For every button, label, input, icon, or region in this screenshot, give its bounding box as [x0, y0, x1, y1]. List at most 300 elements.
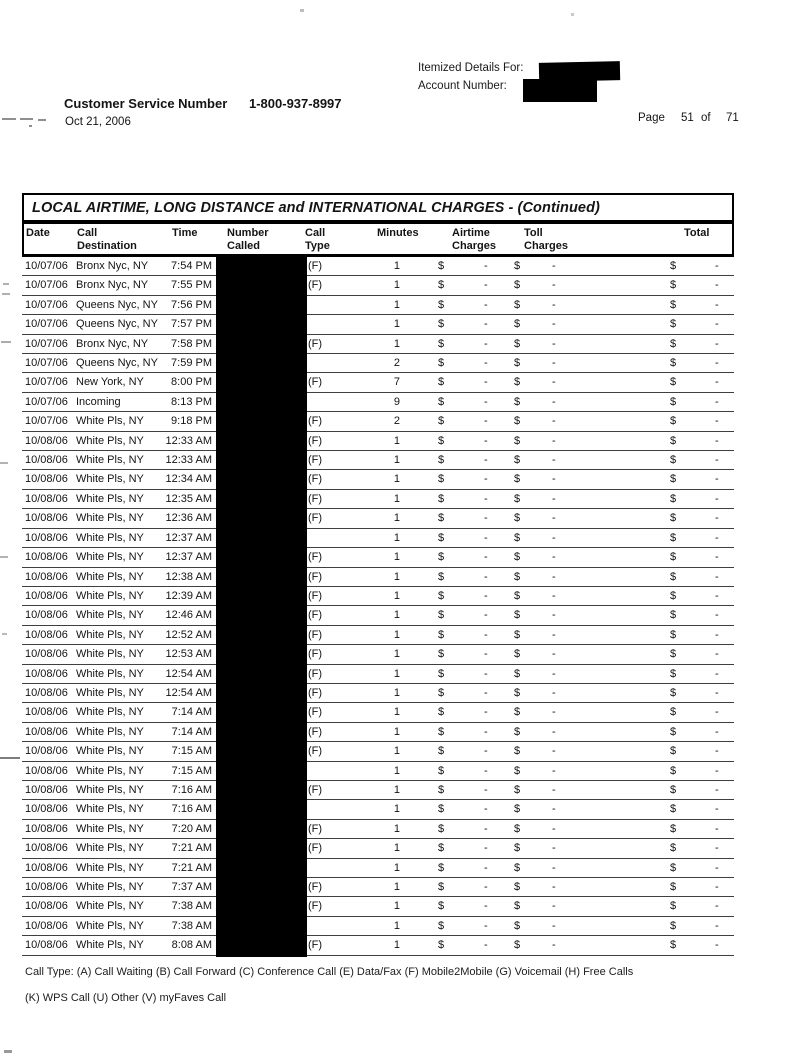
cell-minutes: 1	[393, 783, 400, 796]
cell-total-currency: $	[670, 512, 677, 525]
table-row	[22, 548, 734, 567]
cell-destination: White Pls, NY	[76, 570, 144, 583]
cell-total-amount: -	[715, 686, 719, 699]
cell-total-amount: -	[715, 298, 719, 311]
cell-total-amount: -	[715, 434, 719, 447]
cell-date: 10/07/06	[25, 415, 68, 428]
table-row	[22, 354, 734, 373]
cell-date: 10/08/06	[25, 473, 68, 486]
cell-airtime-currency: $	[438, 512, 445, 525]
cell-toll-amount: -	[552, 648, 556, 661]
cell-toll-amount: -	[552, 318, 556, 331]
cell-total-amount: -	[715, 376, 719, 389]
cell-airtime-currency: $	[438, 415, 445, 428]
cell-total-amount: -	[715, 609, 719, 622]
cell-minutes: 1	[393, 939, 400, 952]
cell-toll-amount: -	[552, 531, 556, 544]
cell-toll-currency: $	[514, 745, 521, 758]
cell-date: 10/07/06	[25, 260, 68, 272]
scan-artifact	[38, 119, 46, 121]
cell-time: 8:13 PM	[171, 395, 212, 408]
cell-airtime-amount: -	[484, 454, 488, 467]
cell-time: 12:35 AM	[165, 492, 212, 505]
cell-airtime-amount: -	[484, 648, 488, 661]
cell-date: 10/08/06	[25, 822, 68, 835]
cell-destination: White Pls, NY	[76, 706, 144, 719]
cell-airtime-amount: -	[484, 492, 488, 505]
cell-date: 10/08/06	[25, 725, 68, 738]
cell-airtime-amount: -	[484, 667, 488, 680]
cell-date: 10/07/06	[25, 298, 68, 311]
cell-date: 10/08/06	[25, 570, 68, 583]
cell-toll-currency: $	[514, 783, 521, 796]
cell-minutes: 1	[393, 298, 400, 311]
column-header-call-type: Call Type	[305, 226, 330, 252]
cell-total-amount: -	[715, 415, 719, 428]
cell-total-amount: -	[715, 260, 719, 272]
cell-call-type: (F)	[308, 337, 323, 350]
cell-time: 7:21 AM	[171, 861, 212, 874]
cell-toll-amount: -	[552, 473, 556, 486]
scan-artifact	[1, 341, 11, 343]
cell-toll-currency: $	[514, 434, 521, 447]
cell-minutes: 1	[393, 725, 400, 738]
cell-airtime-currency: $	[438, 628, 445, 641]
cell-airtime-currency: $	[438, 686, 445, 699]
cell-airtime-currency: $	[438, 570, 445, 583]
cell-destination: White Pls, NY	[76, 531, 144, 544]
cell-time: 7:54 PM	[171, 260, 212, 272]
cell-total-amount: -	[715, 318, 719, 331]
cell-airtime-amount: -	[484, 764, 488, 777]
cell-call-type: (F)	[308, 706, 323, 719]
cell-airtime-currency: $	[438, 260, 445, 272]
cell-airtime-currency: $	[438, 648, 445, 661]
cell-total-currency: $	[670, 415, 677, 428]
cell-call-type: (F)	[308, 900, 323, 913]
cell-date: 10/07/06	[25, 357, 68, 370]
cell-airtime-currency: $	[438, 667, 445, 680]
cell-total-currency: $	[670, 939, 677, 952]
cell-toll-amount: -	[552, 589, 556, 602]
cell-destination: Incoming	[76, 395, 121, 408]
cell-airtime-currency: $	[438, 745, 445, 758]
cell-airtime-currency: $	[438, 842, 445, 855]
cell-destination: White Pls, NY	[76, 939, 144, 952]
cell-airtime-amount: -	[484, 725, 488, 738]
cell-minutes: 1	[393, 531, 400, 544]
cell-toll-amount: -	[552, 919, 556, 932]
cell-toll-currency: $	[514, 822, 521, 835]
column-header-date: Date	[26, 226, 50, 239]
cell-total-currency: $	[670, 919, 677, 932]
scan-artifact	[29, 125, 32, 127]
cell-total-currency: $	[670, 822, 677, 835]
cell-destination: White Pls, NY	[76, 434, 144, 447]
cell-total-amount: -	[715, 357, 719, 370]
cell-time: 7:16 AM	[171, 803, 212, 816]
cell-minutes: 9	[393, 395, 400, 408]
cell-airtime-amount: -	[484, 531, 488, 544]
table-row	[22, 703, 734, 722]
cell-total-amount: -	[715, 764, 719, 777]
cell-airtime-amount: -	[484, 570, 488, 583]
cell-toll-currency: $	[514, 492, 521, 505]
column-header-airtime-charges: Airtime Charges	[452, 226, 497, 252]
cell-date: 10/08/06	[25, 531, 68, 544]
table-row	[22, 878, 734, 897]
cell-destination: White Pls, NY	[76, 803, 144, 816]
cell-date: 10/08/06	[25, 648, 68, 661]
cell-airtime-amount: -	[484, 434, 488, 447]
cell-call-type: (F)	[308, 454, 323, 467]
table-row	[22, 800, 734, 819]
cell-destination: White Pls, NY	[76, 900, 144, 913]
cell-minutes: 1	[393, 454, 400, 467]
cell-date: 10/07/06	[25, 395, 68, 408]
scan-artifact	[3, 283, 9, 285]
cell-total-currency: $	[670, 260, 677, 272]
cell-toll-currency: $	[514, 900, 521, 913]
cell-toll-currency: $	[514, 667, 521, 680]
cell-time: 7:15 AM	[171, 745, 212, 758]
cell-airtime-currency: $	[438, 454, 445, 467]
cell-airtime-amount: -	[484, 415, 488, 428]
cell-destination: White Pls, NY	[76, 512, 144, 525]
cell-time: 8:00 PM	[171, 376, 212, 389]
cell-call-type: (F)	[308, 512, 323, 525]
table-row	[22, 568, 734, 587]
cell-time: 12:39 AM	[165, 589, 212, 602]
cell-minutes: 7	[393, 376, 400, 389]
cell-total-currency: $	[670, 279, 677, 292]
cell-destination: White Pls, NY	[76, 881, 144, 893]
cell-total-currency: $	[670, 570, 677, 583]
cell-airtime-currency: $	[438, 337, 445, 350]
cell-toll-amount: -	[552, 628, 556, 641]
cell-call-type: (F)	[308, 822, 323, 835]
cell-date: 10/08/06	[25, 803, 68, 816]
cell-toll-currency: $	[514, 842, 521, 855]
cell-time: 7:38 AM	[171, 900, 212, 913]
table-row	[22, 470, 734, 489]
cell-minutes: 1	[393, 570, 400, 583]
cell-total-amount: -	[715, 881, 719, 893]
scan-artifact	[571, 13, 574, 16]
redaction-bar-number-called	[216, 257, 307, 957]
cell-time: 9:18 PM	[171, 415, 212, 428]
cell-toll-currency: $	[514, 337, 521, 350]
cell-date: 10/08/06	[25, 900, 68, 913]
cell-total-currency: $	[670, 881, 677, 893]
cell-toll-currency: $	[514, 298, 521, 311]
cell-toll-currency: $	[514, 589, 521, 602]
cell-destination: White Pls, NY	[76, 745, 144, 758]
cell-airtime-amount: -	[484, 512, 488, 525]
cell-call-type: (F)	[308, 376, 323, 389]
cell-time: 12:52 AM	[165, 628, 212, 641]
cell-toll-currency: $	[514, 706, 521, 719]
cell-minutes: 1	[393, 667, 400, 680]
table-row	[22, 509, 734, 528]
cell-toll-currency: $	[514, 725, 521, 738]
cell-minutes: 1	[393, 919, 400, 932]
cell-airtime-currency: $	[438, 783, 445, 796]
cell-minutes: 1	[393, 822, 400, 835]
scan-artifact	[2, 118, 16, 120]
cell-date: 10/08/06	[25, 609, 68, 622]
cell-minutes: 1	[393, 628, 400, 641]
cell-date: 10/08/06	[25, 628, 68, 641]
cell-time: 7:55 PM	[171, 279, 212, 292]
scan-artifact	[2, 633, 7, 635]
cell-airtime-currency: $	[438, 531, 445, 544]
cell-airtime-amount: -	[484, 822, 488, 835]
redaction-bar-account	[523, 79, 597, 102]
cell-date: 10/08/06	[25, 667, 68, 680]
cell-toll-amount: -	[552, 764, 556, 777]
cell-total-currency: $	[670, 803, 677, 816]
cell-call-type: (F)	[308, 434, 323, 447]
cell-airtime-amount: -	[484, 609, 488, 622]
cell-total-amount: -	[715, 279, 719, 292]
table-row	[22, 490, 734, 509]
cell-total-amount: -	[715, 512, 719, 525]
cell-airtime-currency: $	[438, 803, 445, 816]
cell-total-currency: $	[670, 589, 677, 602]
cell-destination: White Pls, NY	[76, 551, 144, 564]
account-number-label: Account Number:	[418, 80, 507, 92]
cell-date: 10/08/06	[25, 686, 68, 699]
cell-toll-currency: $	[514, 395, 521, 408]
scan-artifact	[0, 757, 20, 759]
page-current: 51	[681, 112, 694, 124]
cell-call-type: (F)	[308, 551, 323, 564]
cell-time: 7:37 AM	[171, 881, 212, 893]
cell-minutes: 1	[393, 337, 400, 350]
cell-total-currency: $	[670, 318, 677, 331]
cell-minutes: 1	[393, 842, 400, 855]
cell-toll-amount: -	[552, 686, 556, 699]
cell-toll-amount: -	[552, 570, 556, 583]
cell-toll-amount: -	[552, 881, 556, 893]
cell-total-amount: -	[715, 939, 719, 952]
table-row	[22, 762, 734, 781]
cell-minutes: 1	[393, 686, 400, 699]
cell-airtime-amount: -	[484, 298, 488, 311]
cell-time: 7:14 AM	[171, 725, 212, 738]
cell-airtime-currency: $	[438, 473, 445, 486]
scan-artifact	[20, 118, 33, 120]
cell-date: 10/08/06	[25, 861, 68, 874]
cell-destination: White Pls, NY	[76, 919, 144, 932]
table-row	[22, 315, 734, 334]
cell-date: 10/08/06	[25, 939, 68, 952]
cell-time: 12:54 AM	[165, 667, 212, 680]
cell-call-type: (F)	[308, 628, 323, 641]
scan-artifact	[300, 9, 304, 12]
cell-airtime-currency: $	[438, 725, 445, 738]
column-header-call-destination: Call Destination	[77, 226, 137, 252]
table-row	[22, 529, 734, 548]
cell-toll-amount: -	[552, 609, 556, 622]
cell-minutes: 1	[393, 512, 400, 525]
cell-time: 7:59 PM	[171, 357, 212, 370]
cell-airtime-currency: $	[438, 764, 445, 777]
cell-total-amount: -	[715, 745, 719, 758]
cell-destination: Queens Nyc, NY	[76, 298, 158, 311]
cell-time: 12:46 AM	[165, 609, 212, 622]
cell-toll-currency: $	[514, 939, 521, 952]
table-row	[22, 859, 734, 878]
cell-airtime-currency: $	[438, 919, 445, 932]
cell-toll-amount: -	[552, 745, 556, 758]
cell-total-currency: $	[670, 686, 677, 699]
cell-toll-currency: $	[514, 551, 521, 564]
cell-minutes: 1	[393, 706, 400, 719]
cell-time: 12:54 AM	[165, 686, 212, 699]
cell-airtime-currency: $	[438, 318, 445, 331]
cell-toll-amount: -	[552, 667, 556, 680]
cell-airtime-amount: -	[484, 357, 488, 370]
cell-minutes: 1	[393, 900, 400, 913]
cell-date: 10/07/06	[25, 318, 68, 331]
cell-airtime-currency: $	[438, 298, 445, 311]
cell-call-type: (F)	[308, 492, 323, 505]
cell-total-currency: $	[670, 551, 677, 564]
column-header-number-called: Number Called	[227, 226, 269, 252]
cell-total-amount: -	[715, 900, 719, 913]
cell-date: 10/08/06	[25, 745, 68, 758]
cell-airtime-currency: $	[438, 589, 445, 602]
cell-toll-currency: $	[514, 570, 521, 583]
cell-airtime-amount: -	[484, 745, 488, 758]
cell-total-amount: -	[715, 570, 719, 583]
table-row	[22, 917, 734, 936]
cell-toll-currency: $	[514, 686, 521, 699]
cell-time: 12:37 AM	[165, 551, 212, 564]
table-row	[22, 257, 734, 276]
cell-airtime-currency: $	[438, 706, 445, 719]
table-row	[22, 936, 734, 955]
cell-airtime-amount: -	[484, 473, 488, 486]
cell-toll-amount: -	[552, 298, 556, 311]
cell-total-currency: $	[670, 473, 677, 486]
cell-total-currency: $	[670, 783, 677, 796]
scan-artifact	[2, 293, 10, 295]
table-row	[22, 781, 734, 800]
cell-airtime-currency: $	[438, 357, 445, 370]
column-header-total: Total	[684, 226, 710, 239]
cell-total-amount: -	[715, 628, 719, 641]
cell-total-currency: $	[670, 745, 677, 758]
cell-date: 10/08/06	[25, 764, 68, 777]
table-header-row	[22, 222, 734, 258]
cell-destination: Queens Nyc, NY	[76, 318, 158, 331]
cell-call-type: (F)	[308, 473, 323, 486]
table-row	[22, 820, 734, 839]
page-total: 71	[726, 112, 739, 124]
cell-minutes: 1	[393, 318, 400, 331]
cell-airtime-amount: -	[484, 318, 488, 331]
column-header-toll-charges: Toll Charges	[524, 226, 569, 252]
cell-toll-currency: $	[514, 919, 521, 932]
cell-time: 7:58 PM	[171, 337, 212, 350]
cell-call-type: (F)	[308, 609, 323, 622]
cell-date: 10/08/06	[25, 919, 68, 932]
column-header-time: Time	[172, 226, 198, 239]
cell-toll-currency: $	[514, 803, 521, 816]
cell-minutes: 1	[393, 260, 400, 272]
cell-total-currency: $	[670, 842, 677, 855]
scan-artifact	[0, 556, 8, 558]
cell-minutes: 1	[393, 764, 400, 777]
cell-total-currency: $	[670, 706, 677, 719]
cell-airtime-amount: -	[484, 783, 488, 796]
call-type-legend-line1: Call Type: (A) Call Waiting (B) Call Forward (C) Conference Call (E) Data/Fax (F) Mobile2Mobile (G) Voicemail (H) Free Calls	[25, 966, 634, 978]
cell-total-amount: -	[715, 803, 719, 816]
cell-total-amount: -	[715, 551, 719, 564]
page-of-label: of	[701, 112, 711, 124]
cell-date: 10/07/06	[25, 376, 68, 389]
cell-toll-amount: -	[552, 939, 556, 952]
cell-date: 10/08/06	[25, 434, 68, 447]
cell-total-currency: $	[670, 492, 677, 505]
cell-toll-currency: $	[514, 609, 521, 622]
cell-destination: New York, NY	[76, 376, 144, 389]
cell-airtime-amount: -	[484, 900, 488, 913]
cell-destination: White Pls, NY	[76, 648, 144, 661]
cell-toll-currency: $	[514, 376, 521, 389]
cell-total-amount: -	[715, 725, 719, 738]
cell-toll-amount: -	[552, 279, 556, 292]
cell-minutes: 2	[393, 357, 400, 370]
table-row	[22, 276, 734, 295]
cell-airtime-amount: -	[484, 551, 488, 564]
cell-call-type: (F)	[308, 279, 323, 292]
cell-time: 7:38 AM	[171, 919, 212, 932]
cell-total-amount: -	[715, 861, 719, 874]
cell-toll-amount: -	[552, 454, 556, 467]
cell-toll-amount: -	[552, 260, 556, 272]
cell-call-type: (F)	[308, 939, 323, 952]
cell-toll-currency: $	[514, 318, 521, 331]
cell-toll-currency: $	[514, 628, 521, 641]
cell-minutes: 1	[393, 589, 400, 602]
cell-destination: Queens Nyc, NY	[76, 357, 158, 370]
cell-total-amount: -	[715, 648, 719, 661]
cell-total-amount: -	[715, 337, 719, 350]
cell-total-currency: $	[670, 376, 677, 389]
cell-date: 10/08/06	[25, 842, 68, 855]
customer-service-label: Customer Service Number	[64, 96, 228, 111]
cell-airtime-currency: $	[438, 376, 445, 389]
cell-total-currency: $	[670, 395, 677, 408]
call-rows	[22, 257, 734, 956]
cell-destination: White Pls, NY	[76, 415, 144, 428]
cell-toll-amount: -	[552, 434, 556, 447]
table-row	[22, 645, 734, 664]
cell-destination: White Pls, NY	[76, 454, 144, 467]
cell-total-amount: -	[715, 667, 719, 680]
cell-toll-currency: $	[514, 512, 521, 525]
cell-destination: White Pls, NY	[76, 861, 144, 874]
cell-call-type: (F)	[308, 570, 323, 583]
page-label: Page	[638, 112, 665, 124]
cell-call-type: (F)	[308, 589, 323, 602]
cell-time: 7:15 AM	[171, 764, 212, 777]
cell-airtime-amount: -	[484, 919, 488, 932]
